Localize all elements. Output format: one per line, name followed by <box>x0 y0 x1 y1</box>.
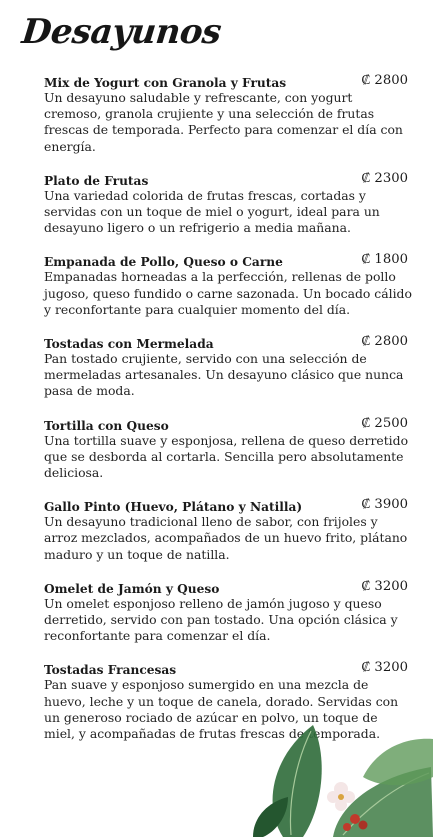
coffee-plant-illustration <box>243 717 433 837</box>
menu-item-header <box>44 333 412 351</box>
menu-item-name: Tostadas con Mermelada <box>44 337 214 352</box>
menu-item-price: ₡ 2500 <box>361 415 408 431</box>
menu-item-description: Un desayuno tradicional lleno de sabor, con frijoles y arroz mezclados, acompañados de un huevo frito, plátano maduro y un toque de natilla. <box>44 514 408 562</box>
menu-item-price: ₡ 2300 <box>361 170 408 186</box>
menu-item <box>44 251 412 318</box>
menu-item-description: Empanadas horneadas a la perfección, rellenas de pollo jugoso, queso fundido o carne sazonada. Un bocado cálido y reconfortante para cualquier momento del día. <box>44 269 412 317</box>
menu-item-description: Un omelet esponjoso relleno de jamón jugoso y queso derretido, servido con pan tostado. Una opción clásica y reconfortante para comenzar el día. <box>44 595 398 644</box>
menu-item-header <box>44 496 412 514</box>
menu-item-price: ₡ 2800 <box>361 73 408 88</box>
menu-item-price: ₡ 3900 <box>361 497 408 513</box>
menu-item-header <box>44 170 412 188</box>
menu-item-price: ₡ 3200 <box>361 578 408 594</box>
menu-item-header <box>44 251 412 269</box>
menu-item <box>44 415 412 482</box>
menu-item-name: Tortilla con Queso <box>44 418 169 433</box>
menu-item <box>44 170 412 237</box>
menu-item <box>44 333 412 400</box>
menu-item-description: Una variedad colorida de frutas frescas, cortadas y servidas con un toque de miel o yogurt, ideal para un desayuno ligero o un refrigerio a media mañana. <box>44 187 380 236</box>
menu-item <box>44 578 412 645</box>
menu-item <box>44 72 412 155</box>
menu-item-description: Un desayuno saludable y refrescante, con yogurt cremoso, granola crujiente y una selección de frutas frescas de temporada. Perfecto para comenzar el día con energía. <box>44 90 403 154</box>
menu-item-name: Mix de Yogurt con Granola y Frutas <box>44 76 287 90</box>
menu-item-description: Pan tostado crujiente, servido con una selección de mermeladas artesanales. Un desayuno clásico que nunca pasa de moda. <box>44 351 404 399</box>
menu-item <box>44 496 412 563</box>
page-title: Desayunos <box>19 12 223 52</box>
menu-item-price: ₡ 3200 <box>361 660 408 676</box>
menu-item-name: Gallo Pinto (Huevo, Plátano y Natilla) <box>44 500 303 515</box>
menu-item-price: ₡ 2800 <box>361 334 408 350</box>
menu-item-header <box>44 578 412 596</box>
menu-item-name: Omelet de Jamón y Queso <box>44 581 220 596</box>
menu-item-description: Una tortilla suave y esponjosa, rellena de queso derretido que se desborda al cortarla. Sencilla pero absolutamente deliciosa. <box>44 432 409 481</box>
menu-item-name: Plato de Frutas <box>44 173 149 188</box>
menu-item-name: Tostadas Francesas <box>44 663 177 678</box>
menu-item-header <box>44 72 412 90</box>
menu-item-header <box>44 415 412 433</box>
leaf-icon <box>363 739 433 786</box>
menu-item-header <box>44 659 412 677</box>
menu-item-price: ₡ 1800 <box>361 252 408 268</box>
menu-item-name: Empanada de Pollo, Queso o Carne <box>44 255 283 270</box>
menu-list <box>44 72 412 757</box>
menu-item-description: Pan suave y esponjoso sumergido en una mezcla de huevo, leche y un toque de canela, dorado. Servidas con un generoso rociado de azúcar en polvo, un toque de miel, y acompañadas de frutas frescas de temporada. <box>44 677 399 742</box>
